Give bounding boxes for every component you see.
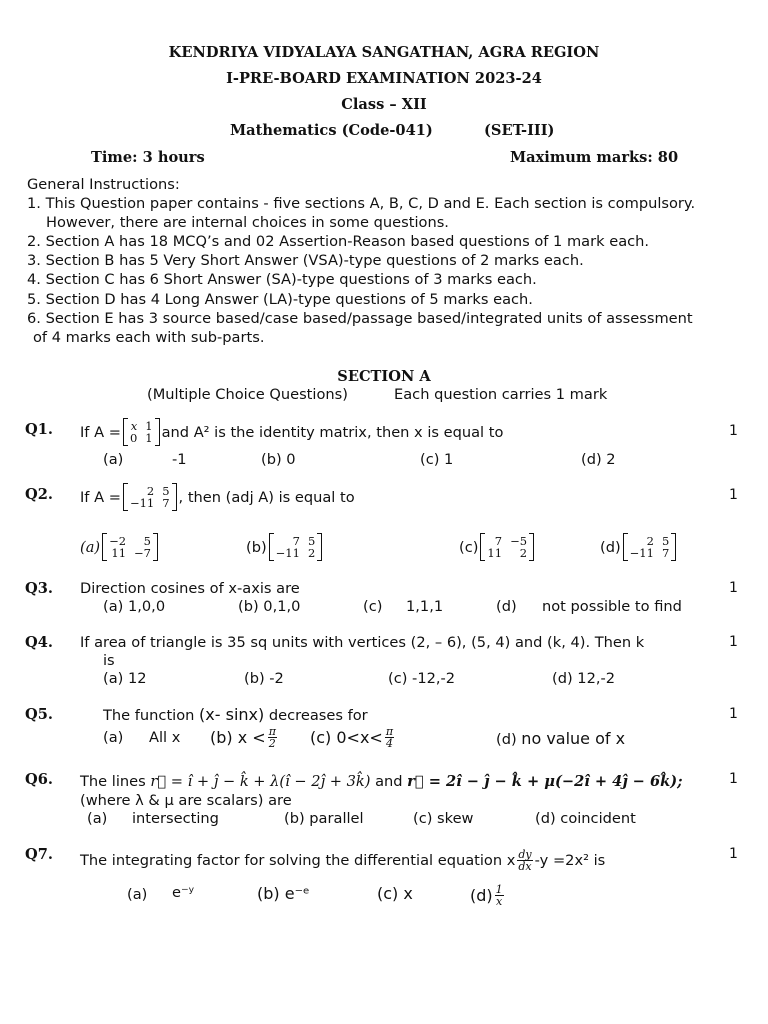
- option: All x: [149, 729, 181, 746]
- fraction-numerator: 1: [495, 882, 503, 896]
- question-text: If A =: [80, 488, 121, 506]
- instruction-item: 6. Section E has 3 source based/case based/passage based/integrated units of assessment: [27, 310, 693, 327]
- function-expression: (x- sinx): [199, 705, 265, 724]
- option: not possible to find: [542, 598, 682, 615]
- exam-title: I-PRE-BOARD EXAMINATION 2023-24: [226, 70, 542, 87]
- question-2-stem: [80, 483, 355, 511]
- subject-line: Mathematics (Code-041): [230, 122, 433, 139]
- question-number: Q1.: [25, 421, 53, 438]
- option: (a): [103, 729, 124, 746]
- instruction-item: 5. Section D has 4 Long Answer (LA)-type questions of 5 marks each.: [27, 291, 533, 308]
- question-number: Q3.: [25, 580, 53, 597]
- section-title: SECTION A: [337, 368, 431, 385]
- question-marks: 1: [729, 706, 738, 722]
- matrix-cell: 2: [146, 484, 155, 498]
- fraction-numerator: dy: [518, 847, 532, 861]
- question-text: -y =2x² is: [534, 851, 606, 869]
- option: [496, 729, 625, 748]
- matrix: [480, 533, 534, 561]
- option: (b) e⁻ᵉ: [257, 884, 310, 903]
- question-text: and: [375, 773, 403, 790]
- option-text: (b) x <: [210, 727, 266, 747]
- matrix-cell: −5: [510, 534, 528, 548]
- vector-equation: r⃗ = 2î − ĵ − k̂ + μ(−2î + 4ĵ − 6k̂);: [407, 773, 683, 790]
- instruction-item: 1. This Question paper contains - five sections A, B, C, D and E. Each section is compulsory.: [27, 195, 696, 212]
- option-label: (c): [459, 538, 479, 556]
- option: (a) 12: [103, 670, 147, 687]
- option-label: (d): [600, 538, 621, 556]
- question-marks: 1: [729, 580, 738, 596]
- option: (c) skew: [413, 810, 474, 827]
- matrix: [623, 533, 677, 561]
- question-number: Q4.: [25, 634, 53, 651]
- question-marks: 1: [729, 423, 738, 439]
- option: [600, 533, 678, 561]
- option: [310, 722, 396, 752]
- matrix-cell: −7: [134, 546, 151, 560]
- option: -1: [172, 451, 187, 468]
- question-text: (where λ & μ are scalars) are: [80, 792, 292, 809]
- option: [470, 877, 506, 913]
- option: [80, 533, 160, 561]
- option: (c): [363, 598, 383, 615]
- instruction-item: 3. Section B has 5 Very Short Answer (VSA)-type questions of 2 marks each.: [27, 252, 584, 269]
- option: 1,1,1: [406, 598, 444, 615]
- question-text: If area of triangle is 35 sq units with vertices (2, – 6), (5, 4) and (k, 4). Then k: [80, 634, 645, 651]
- section-note: Each question carries 1 mark: [394, 386, 608, 403]
- instruction-item: 4. Section C has 6 Short Answer (SA)-type questions of 3 marks each.: [27, 271, 537, 288]
- matrix-cell: 5: [143, 534, 151, 548]
- option-text: no value of x: [521, 729, 626, 748]
- question-marks: 1: [729, 487, 738, 503]
- fraction: [495, 884, 504, 907]
- question-text: , then (adj A) is equal to: [178, 488, 355, 506]
- matrix-cell: 5: [162, 484, 170, 498]
- option: (d): [496, 598, 517, 615]
- matrix-cell: 2: [307, 546, 316, 560]
- matrix-cell: −11: [275, 546, 300, 560]
- time-label: Time: 3 hours: [91, 149, 205, 166]
- matrix-cell: 5: [307, 534, 316, 548]
- matrix-cell: 1: [145, 431, 153, 445]
- matrix-cell: 7: [494, 534, 503, 548]
- org-title: KENDRIYA VIDYALAYA SANGATHAN, AGRA REGION: [168, 44, 600, 61]
- instruction-item: of 4 marks each with sub-parts.: [33, 329, 265, 346]
- option: (c) 1: [420, 451, 454, 468]
- option-label: (b): [246, 538, 267, 556]
- question-number: Q7.: [25, 846, 53, 863]
- option: (a): [87, 810, 108, 827]
- fraction-denominator: x: [496, 894, 503, 908]
- question-text: If A =: [80, 423, 121, 441]
- option: [246, 533, 324, 561]
- option: (a) 1,0,0: [103, 598, 166, 615]
- question-marks: 1: [729, 771, 738, 787]
- option-label: (d): [470, 885, 493, 905]
- matrix: [123, 418, 160, 446]
- matrix: [123, 483, 177, 511]
- fraction: [517, 849, 532, 872]
- instruction-item: However, there are internal choices in some questions.: [46, 214, 449, 231]
- option: (d) coincident: [535, 810, 636, 827]
- matrix-cell: 2: [646, 534, 654, 548]
- matrix-cell: 11: [487, 546, 503, 560]
- question-text: is: [103, 652, 115, 669]
- matrix-cell: 1: [145, 419, 153, 433]
- fraction-numerator: π: [385, 724, 394, 738]
- matrix: [269, 533, 323, 561]
- option: (d) 2: [581, 451, 616, 468]
- matrix-cell: 7: [162, 496, 170, 510]
- set-label: (SET-III): [484, 122, 555, 139]
- question-7-stem: [80, 843, 605, 877]
- question-number: Q6.: [25, 771, 53, 788]
- matrix-cell: 0: [129, 431, 138, 445]
- vector-equation: r⃗ = î + ĵ − k̂ + λ(î − 2ĵ + 3k̂): [150, 773, 371, 790]
- matrix-cell: 5: [661, 534, 670, 548]
- question-6-stem: [80, 773, 683, 790]
- matrix-cell: 7: [292, 534, 300, 548]
- option-label: (a): [80, 538, 101, 556]
- fraction-denominator: dx: [518, 859, 532, 873]
- option: (c) x: [377, 884, 413, 903]
- option: (a): [127, 886, 148, 903]
- option: [459, 533, 536, 561]
- question-text: The integrating factor for solving the differential equation x: [80, 851, 516, 869]
- instructions-title: General Instructions:: [27, 176, 180, 193]
- option-label: (d): [496, 731, 517, 748]
- option: (c) -12,-2: [388, 670, 456, 687]
- option-text: (c) 0<x<: [310, 727, 383, 747]
- class-line: Class – XII: [341, 96, 427, 113]
- matrix-cell: 7: [661, 546, 670, 560]
- question-marks: 1: [729, 846, 738, 862]
- matrix-cell: −11: [129, 496, 155, 510]
- matrix-cell: x: [130, 419, 138, 433]
- question-text: The lines: [80, 773, 146, 790]
- question-text: decreases for: [268, 707, 368, 724]
- option: (b) 0: [261, 451, 296, 468]
- option: (a): [103, 451, 124, 468]
- fraction: [268, 726, 277, 749]
- section-subtitle: (Multiple Choice Questions): [147, 386, 348, 403]
- option: (b) 0,1,0: [238, 598, 301, 615]
- instruction-item: 2. Section A has 18 MCQ’s and 02 Assertion-Reason based questions of 1 mark each.: [27, 233, 650, 250]
- question-number: Q2.: [25, 486, 53, 503]
- question-marks: 1: [729, 634, 738, 650]
- question-1-stem: [80, 418, 503, 446]
- option: (d) 12,-2: [552, 670, 616, 687]
- fraction-denominator: 2: [268, 736, 276, 750]
- matrix-cell: −2: [109, 534, 127, 548]
- question-text: and A² is the identity matrix, then x is equal to: [161, 423, 504, 441]
- question-text: Direction cosines of x-axis are: [80, 580, 300, 597]
- option: intersecting: [132, 810, 219, 827]
- question-text: The function: [103, 707, 195, 724]
- option: (b) -2: [244, 670, 284, 687]
- matrix-cell: 2: [519, 546, 528, 560]
- fraction-numerator: π: [268, 724, 276, 738]
- option: [210, 722, 279, 752]
- fraction: [385, 726, 394, 749]
- matrix: [102, 533, 158, 561]
- matrix-cell: 11: [111, 546, 127, 560]
- question-number: Q5.: [25, 706, 53, 723]
- fraction-denominator: 4: [385, 736, 393, 750]
- matrix-cell: −11: [629, 546, 654, 560]
- max-marks-label: Maximum marks: 80: [510, 149, 679, 166]
- option: (b) parallel: [284, 810, 364, 827]
- option: e⁻ʸ: [172, 884, 195, 901]
